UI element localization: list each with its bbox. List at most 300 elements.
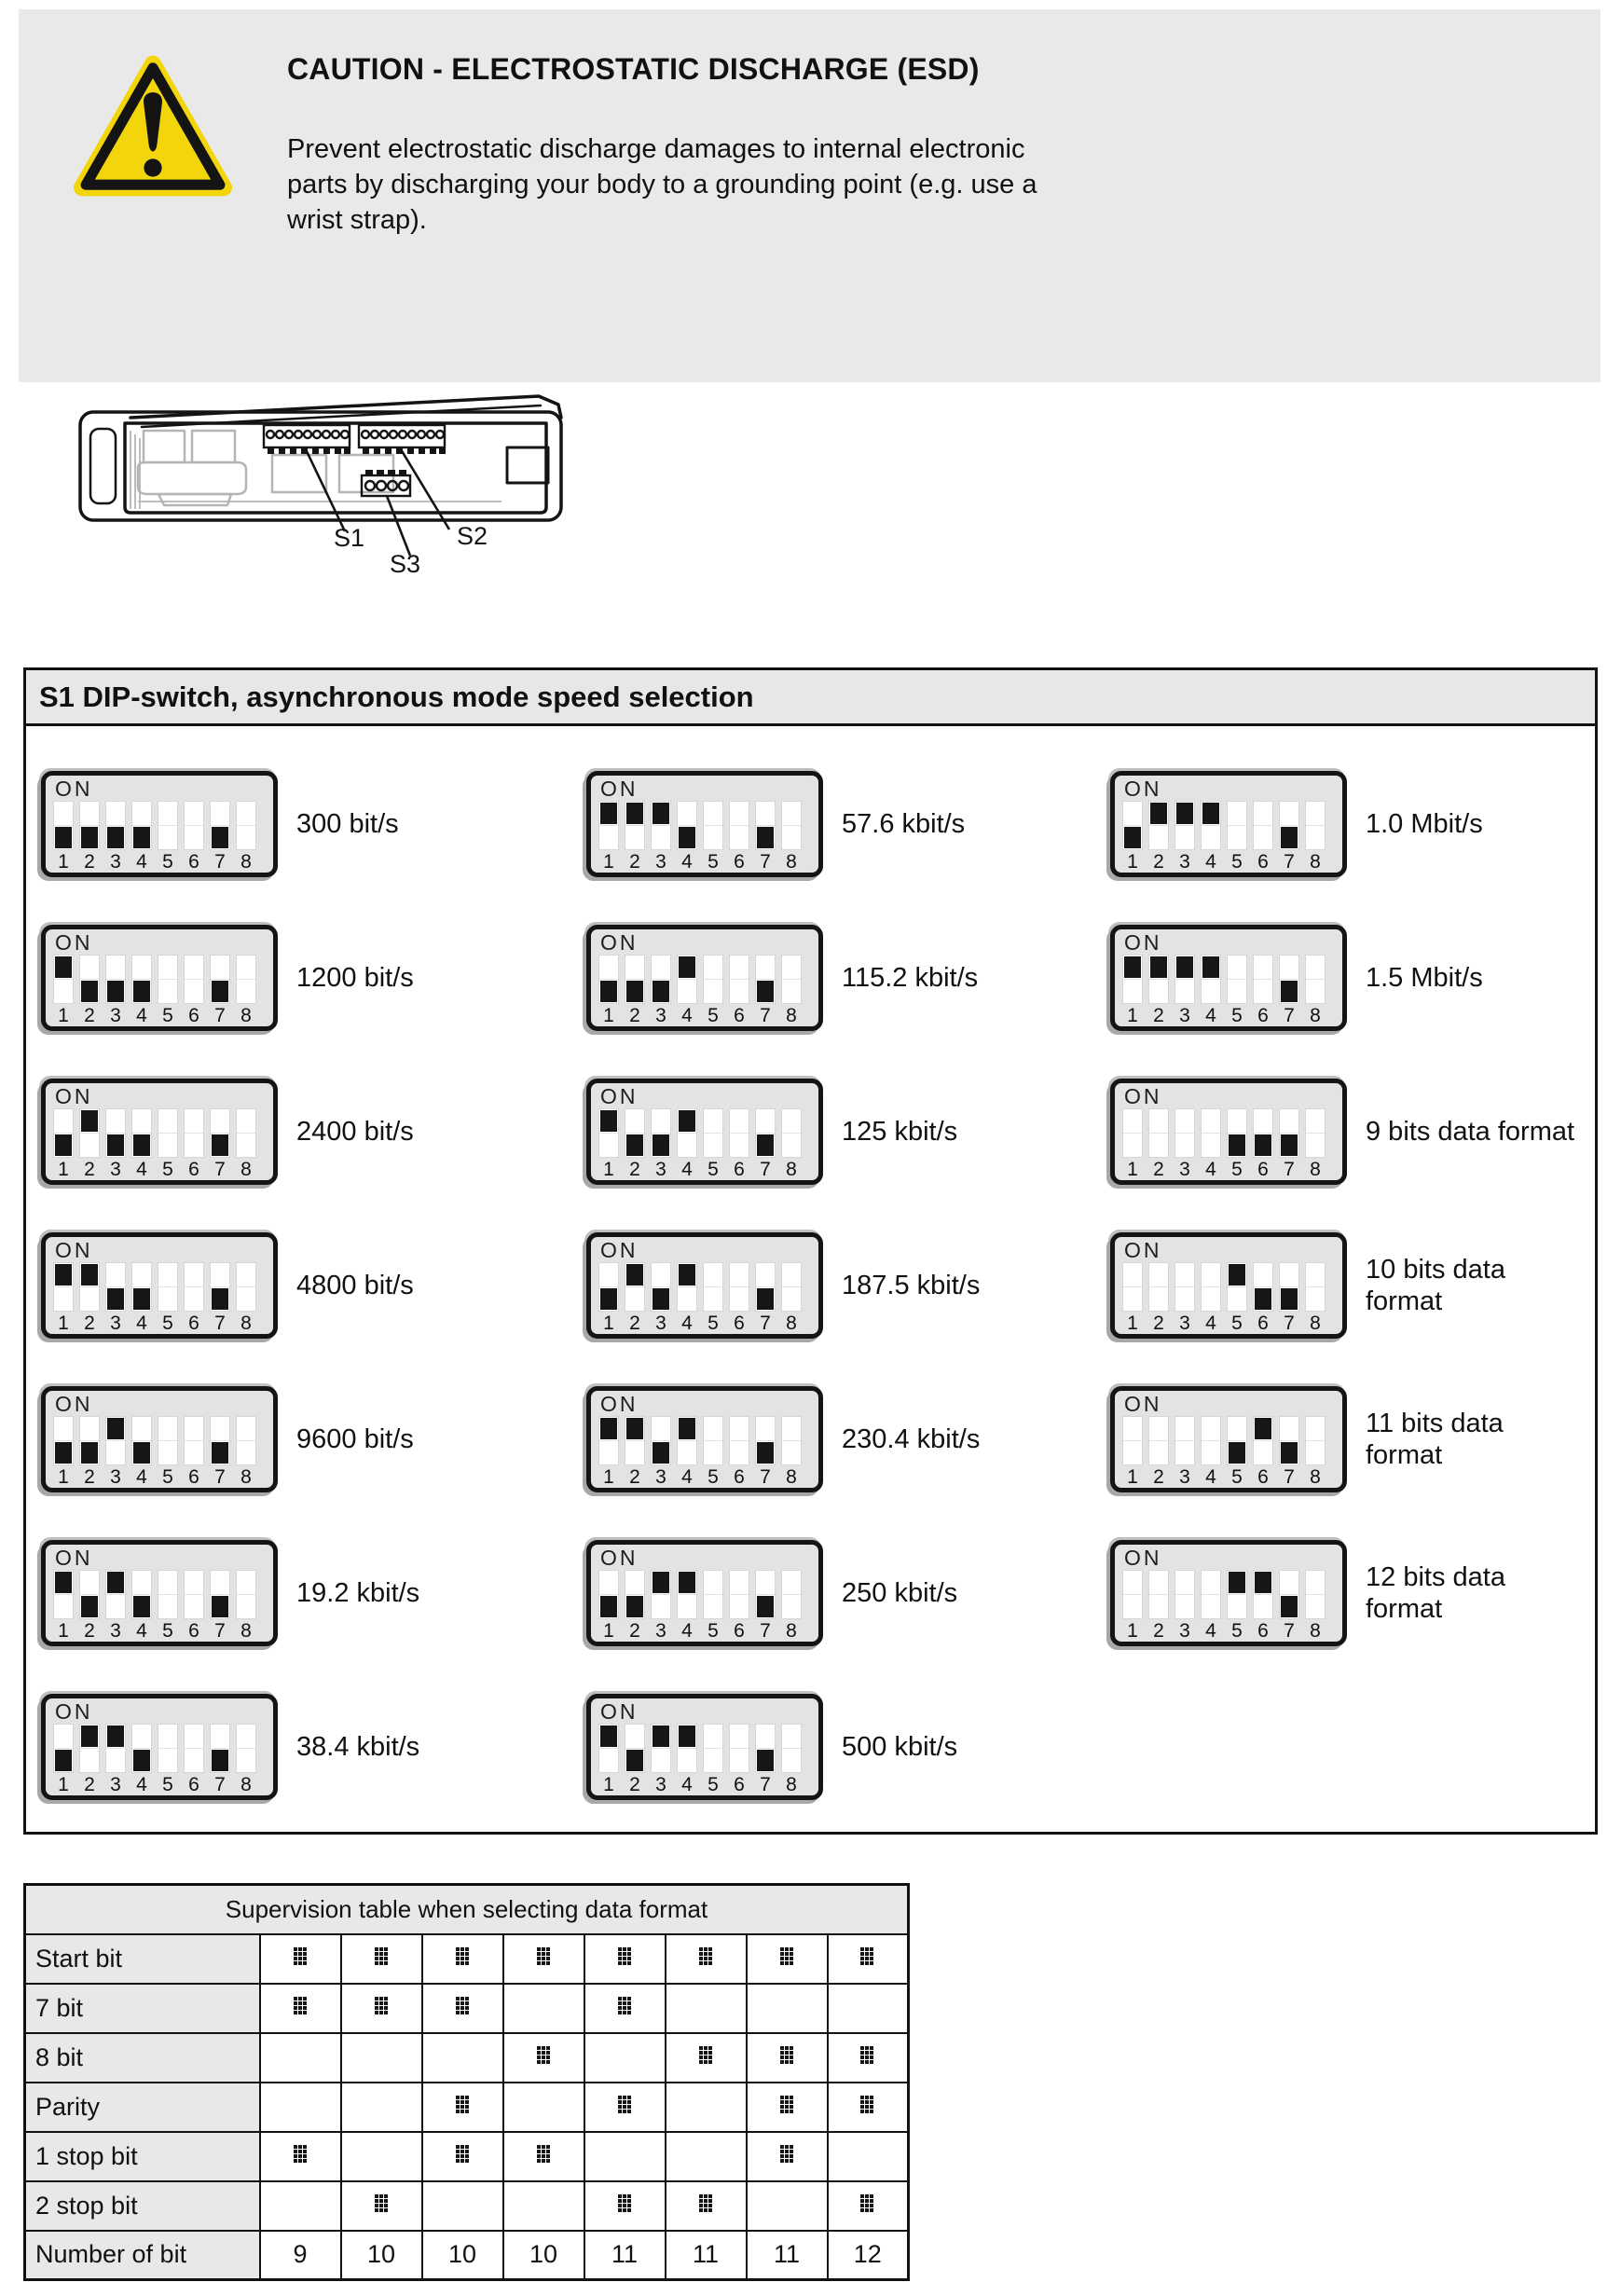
dip-slot-empty (703, 955, 723, 1004)
dip-pin-number: 3 (1179, 1004, 1190, 1026)
dip-slot-row (598, 801, 811, 850)
dip-slot-off (1253, 1262, 1273, 1312)
dip-pin-number: 6 (734, 1773, 745, 1795)
mark-cell (584, 2083, 666, 2132)
dip-pin-number: 5 (1231, 850, 1243, 873)
dip-slot-off (1279, 1570, 1299, 1619)
label-s1: S1 (334, 524, 365, 552)
dip-pin-number: 3 (655, 1312, 666, 1334)
dip-switch-body (41, 925, 278, 1031)
dip-slot-off (210, 1262, 230, 1312)
dip-pin-number: 1 (603, 1312, 614, 1334)
dip-pin-number: 2 (629, 1465, 640, 1488)
dip-pin-number: 8 (1310, 1312, 1321, 1334)
dip-slot-off (755, 1262, 776, 1312)
dip-slot-off (598, 1262, 619, 1312)
dip-switch-diagram (41, 1694, 278, 1800)
dip-pin-number: 2 (629, 1773, 640, 1795)
dip-slot-off (755, 1724, 776, 1773)
dip-pin-number: 8 (240, 850, 252, 873)
dip-setting-label: 250 kbit/s (842, 1577, 958, 1608)
dot-matrix-mark-icon (537, 2145, 551, 2164)
mark-cell (828, 1984, 909, 2033)
dip-switch-body (41, 771, 278, 877)
dip-slot-row (1122, 955, 1335, 1004)
dip-pin-number: 6 (1257, 1158, 1269, 1180)
bit-count-cell: 10 (503, 2231, 584, 2280)
dot-matrix-mark-icon (294, 1947, 308, 1966)
dip-slot-on (79, 1724, 100, 1773)
dip-pin-number: 4 (136, 1004, 147, 1026)
dip-slot-empty (1148, 1262, 1169, 1312)
dip-pin-number: 3 (110, 1773, 121, 1795)
dip-pin-number: 1 (1127, 850, 1138, 873)
dip-slot-off (131, 1416, 152, 1465)
mark-cell (828, 2132, 909, 2181)
dip-slot-empty (158, 1724, 178, 1773)
dip-slot-off (1279, 1416, 1299, 1465)
bit-count-cell: 11 (747, 2231, 828, 2280)
dip-pin-number: 1 (603, 1465, 614, 1488)
dip-pin-number: 8 (240, 1312, 252, 1334)
dip-slot-off (53, 1108, 74, 1158)
dip-switch-diagram (1110, 1079, 1347, 1185)
dip-slot-on (1253, 1570, 1273, 1619)
dip-pin-number: 6 (1257, 1004, 1269, 1026)
mark-cell (666, 1934, 747, 1984)
dip-switch-diagram (41, 1232, 278, 1339)
dip-pin-number: 4 (136, 850, 147, 873)
dip-pin-number: 5 (1231, 1465, 1243, 1488)
dip-setting-label: 10 bits data format (1366, 1254, 1505, 1316)
dip-pin-numbers (598, 1159, 811, 1181)
dip-cell (1110, 1670, 1595, 1823)
dip-pin-number: 3 (110, 1158, 121, 1180)
dot-matrix-mark-icon (780, 1947, 794, 1966)
dip-pin-number: 3 (1179, 1312, 1190, 1334)
dip-slot-empty (703, 1416, 723, 1465)
dip-pin-number: 4 (136, 1619, 147, 1642)
dot-matrix-mark-icon (699, 2046, 713, 2065)
dip-slot-on (1201, 955, 1221, 1004)
table-row (25, 1984, 909, 2033)
dip-cell (41, 747, 586, 901)
dip-on-label: ON (600, 1237, 639, 1262)
dip-pin-number: 5 (162, 1619, 173, 1642)
dip-slot-off (651, 1108, 671, 1158)
dip-pin-number: 3 (655, 1619, 666, 1642)
dip-pin-number: 5 (162, 1773, 173, 1795)
dip-cell (586, 747, 1110, 901)
dip-slot-on (598, 1416, 619, 1465)
dip-slot-row (53, 1724, 266, 1773)
dip-setting-label: 4800 bit/s (296, 1270, 414, 1300)
dip-pin-number: 6 (188, 1619, 199, 1642)
dip-pin-numbers (53, 1774, 266, 1796)
dip-cell (586, 1208, 1110, 1362)
dip-pin-number: 7 (760, 850, 771, 873)
dip-cell (1110, 901, 1595, 1054)
label-s2: S2 (457, 522, 488, 550)
dip-pin-number: 4 (1205, 1465, 1216, 1488)
dip-slot-on (625, 1416, 645, 1465)
dip-pin-number: 8 (1310, 1619, 1321, 1642)
dip-slot-empty (236, 1570, 256, 1619)
dip-on-label: ON (600, 1391, 639, 1416)
dip-pin-numbers (598, 1774, 811, 1796)
dip-slot-empty (703, 1724, 723, 1773)
caution-text (287, 45, 1042, 238)
dip-cell (1110, 1054, 1595, 1208)
dot-matrix-mark-icon (699, 1947, 713, 1966)
mark-cell (747, 2033, 828, 2083)
dot-matrix-mark-icon (456, 2145, 470, 2164)
table-row (25, 1934, 909, 1984)
row-label: Start bit (25, 1934, 260, 1984)
dip-slot-empty (1148, 1570, 1169, 1619)
dip-pin-number: 4 (681, 1619, 693, 1642)
dip-slot-empty (729, 1416, 749, 1465)
dip-switch-body (41, 1386, 278, 1492)
dip-slot-empty (729, 955, 749, 1004)
dip-slot-empty (158, 1262, 178, 1312)
dip-slot-on (79, 1108, 100, 1158)
dip-slot-off (105, 1262, 126, 1312)
dip-slot-on (677, 1724, 697, 1773)
dip-pin-number: 1 (58, 1312, 69, 1334)
dip-slot-empty (729, 1108, 749, 1158)
dip-slot-on (1253, 1416, 1273, 1465)
row-label: Parity (25, 2083, 260, 2132)
mark-cell (503, 1934, 584, 1984)
dip-slot-empty (236, 1262, 256, 1312)
dip-pin-number: 1 (1127, 1312, 1138, 1334)
dip-pin-number: 3 (655, 1465, 666, 1488)
dip-slot-off (651, 1262, 671, 1312)
dip-cell (586, 1362, 1110, 1516)
dot-matrix-mark-icon (294, 2145, 308, 2164)
mark-cell (260, 2083, 341, 2132)
dip-pin-numbers (53, 1159, 266, 1181)
dip-pin-number: 7 (214, 1004, 226, 1026)
dip-switch-body (586, 1079, 823, 1185)
dip-pin-number: 7 (760, 1619, 771, 1642)
mark-cell (341, 2033, 422, 2083)
mark-cell (584, 2181, 666, 2231)
dip-slot-on (598, 1724, 619, 1773)
dip-pin-number: 2 (1153, 1004, 1164, 1026)
dot-matrix-mark-icon (860, 2194, 874, 2213)
dip-switch-diagram (1110, 1540, 1347, 1646)
dip-pin-number: 8 (786, 1312, 797, 1334)
dip-pin-number: 6 (1257, 1619, 1269, 1642)
dip-slot-off (625, 1108, 645, 1158)
dip-pin-number: 3 (110, 1004, 121, 1026)
dip-setting-label: 300 bit/s (296, 808, 399, 839)
dip-pin-number: 6 (734, 850, 745, 873)
dip-slot-empty (781, 1416, 802, 1465)
dip-pin-number: 8 (1310, 1004, 1321, 1026)
dot-matrix-mark-icon (537, 2046, 551, 2065)
dip-pin-number: 6 (188, 1312, 199, 1334)
dip-slot-empty (1305, 1416, 1326, 1465)
dip-slot-empty (781, 1262, 802, 1312)
dip-pin-number: 6 (188, 850, 199, 873)
mark-cell (828, 2033, 909, 2083)
dip-pin-number: 7 (1284, 850, 1295, 873)
dip-cell (586, 901, 1110, 1054)
dip-pin-number: 8 (240, 1619, 252, 1642)
mark-cell (584, 1934, 666, 1984)
dip-setting-label: 11 bits data format (1366, 1408, 1504, 1470)
dip-switch-body (586, 1540, 823, 1646)
mark-cell (260, 1984, 341, 2033)
dip-switch-diagram (41, 1386, 278, 1492)
dip-switch-body (41, 1540, 278, 1646)
dip-pin-number: 1 (603, 1619, 614, 1642)
dip-pin-number: 7 (1284, 1312, 1295, 1334)
dip-slot-empty (236, 955, 256, 1004)
dip-slot-off (79, 801, 100, 850)
table-row (25, 2181, 909, 2231)
dip-switch-body (41, 1079, 278, 1185)
dip-slot-off (1279, 1108, 1299, 1158)
dip-cell (586, 1516, 1110, 1670)
mark-cell (341, 2132, 422, 2181)
dip-cell (586, 1670, 1110, 1823)
dip-slot-off (210, 955, 230, 1004)
caution-title: CAUTION - ELECTROSTATIC DISCHARGE (ESD) (287, 52, 980, 86)
dip-on-label: ON (1124, 1545, 1162, 1570)
dip-pin-number: 7 (214, 1158, 226, 1180)
dip-slot-empty (1148, 1108, 1169, 1158)
dip-pin-number: 4 (136, 1773, 147, 1795)
dip-pin-number: 2 (629, 1619, 640, 1642)
bit-count-cell: 12 (828, 2231, 909, 2280)
dot-matrix-mark-icon (375, 1947, 389, 1966)
dot-matrix-mark-icon (780, 2096, 794, 2114)
dip-pin-number: 2 (84, 1004, 95, 1026)
dip-pin-number: 5 (162, 1004, 173, 1026)
dip-slot-off (1279, 1262, 1299, 1312)
dip-pin-number: 7 (1284, 1158, 1295, 1180)
dip-pin-number: 2 (629, 1312, 640, 1334)
dip-slot-row (598, 1724, 811, 1773)
dip-pin-number: 4 (681, 1312, 693, 1334)
dip-pin-number: 2 (84, 1312, 95, 1334)
bit-count-cell: 9 (260, 2231, 341, 2280)
dip-pin-numbers (598, 1005, 811, 1027)
mark-cell (584, 2033, 666, 2083)
dip-pin-number: 7 (214, 1773, 226, 1795)
dip-switch-diagram (41, 1079, 278, 1185)
dip-slot-off (1227, 1416, 1247, 1465)
dip-pin-number: 7 (760, 1004, 771, 1026)
dip-on-label: ON (1124, 1237, 1162, 1262)
dip-setting-label: 57.6 kbit/s (842, 808, 966, 839)
dip-slot-on (1148, 801, 1169, 850)
dip-pin-number: 2 (629, 1158, 640, 1180)
dip-on-label: ON (55, 1083, 93, 1108)
dip-slot-empty (158, 1570, 178, 1619)
dip-on-label: ON (1124, 776, 1162, 801)
dip-slot-off (755, 1570, 776, 1619)
dip-pin-number: 3 (655, 1773, 666, 1795)
table-row (25, 2132, 909, 2181)
dip-on-label: ON (55, 1237, 93, 1262)
dip-switch-body (586, 925, 823, 1031)
dip-slot-row (53, 1262, 266, 1312)
dip-pin-number: 2 (1153, 1465, 1164, 1488)
dip-cell (1110, 747, 1595, 901)
dip-slot-empty (729, 801, 749, 850)
dip-slot-row (598, 1570, 811, 1619)
dip-cell (41, 1054, 586, 1208)
dip-switch-diagram (586, 1540, 823, 1646)
dip-pin-number: 4 (681, 1773, 693, 1795)
dip-pin-number: 5 (707, 1004, 719, 1026)
dip-pin-number: 8 (786, 1004, 797, 1026)
dip-slot-empty (184, 1416, 204, 1465)
dip-switch-grid (26, 726, 1595, 1823)
dip-pin-number: 6 (734, 1465, 745, 1488)
table-row (25, 2083, 909, 2132)
dip-slot-off (131, 1724, 152, 1773)
bit-count-cell: 10 (341, 2231, 422, 2280)
dot-matrix-mark-icon (456, 1947, 470, 1966)
supervision-table-wrap (23, 1883, 910, 2281)
dip-slot-empty (236, 1724, 256, 1773)
dip-on-label: ON (600, 1545, 639, 1570)
dip-slot-empty (703, 1262, 723, 1312)
dip-pin-number: 8 (786, 1158, 797, 1180)
dip-pin-number: 2 (1153, 1312, 1164, 1334)
dip-pin-number: 5 (707, 1773, 719, 1795)
dip-slot-off (210, 1108, 230, 1158)
dip-switch-diagram (586, 925, 823, 1031)
dip-setting-label: 1.5 Mbit/s (1366, 962, 1483, 993)
dot-matrix-mark-icon (618, 2194, 632, 2213)
dip-pin-number: 6 (188, 1004, 199, 1026)
mark-cell (422, 2033, 503, 2083)
dip-pin-numbers (1122, 1159, 1335, 1181)
dip-pin-number: 6 (734, 1619, 745, 1642)
mark-cell (503, 1984, 584, 2033)
dip-pin-number: 3 (1179, 1619, 1190, 1642)
dot-matrix-mark-icon (456, 2096, 470, 2114)
dip-slot-empty (781, 1108, 802, 1158)
dip-slot-on (677, 1570, 697, 1619)
dip-slot-off (1279, 955, 1299, 1004)
dip-slot-on (1227, 1570, 1247, 1619)
dip-pin-number: 6 (734, 1004, 745, 1026)
dip-on-label: ON (55, 929, 93, 955)
mark-cell (828, 2181, 909, 2231)
dip-pin-number: 1 (58, 850, 69, 873)
dip-pin-number: 3 (110, 1619, 121, 1642)
dip-slot-empty (703, 1570, 723, 1619)
dip-pin-number: 6 (1257, 1312, 1269, 1334)
dip-on-label: ON (600, 929, 639, 955)
dip-slot-off (131, 1570, 152, 1619)
dip-slot-empty (1175, 1108, 1195, 1158)
dip-slot-off (755, 1108, 776, 1158)
row-label: 1 stop bit (25, 2132, 260, 2181)
dip-cell (41, 1516, 586, 1670)
dip-pin-number: 7 (760, 1773, 771, 1795)
dip-slot-empty (184, 1724, 204, 1773)
dip-pin-number: 5 (162, 850, 173, 873)
dip-slot-on (105, 1570, 126, 1619)
dip-switch-body (1110, 1386, 1347, 1492)
dip-pin-number: 5 (1231, 1619, 1243, 1642)
dip-slot-off (1279, 801, 1299, 850)
dip-slot-empty (1305, 1262, 1326, 1312)
dip-pin-number: 1 (603, 1158, 614, 1180)
dip-on-label: ON (600, 776, 639, 801)
mark-cell (341, 2083, 422, 2132)
dip-slot-empty (1201, 1108, 1221, 1158)
dip-slot-empty (1175, 1262, 1195, 1312)
dip-pin-number: 4 (681, 850, 693, 873)
dip-switch-diagram (1110, 925, 1347, 1031)
mark-cell (503, 2033, 584, 2083)
dip-slot-off (105, 1108, 126, 1158)
dip-pin-number: 4 (1205, 1619, 1216, 1642)
mark-cell (341, 1984, 422, 2033)
dip-pin-number: 1 (58, 1773, 69, 1795)
dip-slot-on (79, 1262, 100, 1312)
dip-slot-on (598, 1108, 619, 1158)
dip-pin-numbers (53, 1620, 266, 1643)
dip-slot-empty (158, 801, 178, 850)
dip-slot-off (625, 1724, 645, 1773)
mark-cell (747, 2132, 828, 2181)
row-label: 7 bit (25, 1984, 260, 2033)
dip-pin-numbers (53, 1466, 266, 1489)
table-row (25, 2033, 909, 2083)
caution-box (19, 9, 1600, 382)
dip-setting-label: 2400 bit/s (296, 1116, 414, 1147)
mark-cell (828, 1934, 909, 1984)
dip-slot-row (1122, 1108, 1335, 1158)
mark-cell (666, 2132, 747, 2181)
dip-pin-number: 1 (1127, 1619, 1138, 1642)
dip-slot-off (625, 955, 645, 1004)
dip-setting-label: 187.5 kbit/s (842, 1270, 981, 1300)
dip-pin-number: 7 (1284, 1619, 1295, 1642)
dip-cell (586, 1054, 1110, 1208)
dip-on-label: ON (1124, 929, 1162, 955)
dip-pin-number: 2 (84, 1773, 95, 1795)
dip-slot-empty (1253, 801, 1273, 850)
bit-count-cell: 11 (666, 2231, 747, 2280)
dip-slot-off (105, 801, 126, 850)
dip-switch-body (41, 1232, 278, 1339)
dip-slot-empty (1201, 1570, 1221, 1619)
dip-slot-empty (236, 1416, 256, 1465)
dip-slot-on (1122, 955, 1143, 1004)
dot-matrix-mark-icon (618, 2096, 632, 2114)
dip-pin-number: 8 (240, 1158, 252, 1180)
dip-on-label: ON (600, 1698, 639, 1724)
dot-matrix-mark-icon (618, 1997, 632, 2015)
dip-pin-number: 8 (786, 1619, 797, 1642)
dip-pin-number: 3 (1179, 850, 1190, 873)
mark-cell (503, 2132, 584, 2181)
dip-pin-number: 7 (214, 1465, 226, 1488)
mark-cell (828, 2083, 909, 2132)
